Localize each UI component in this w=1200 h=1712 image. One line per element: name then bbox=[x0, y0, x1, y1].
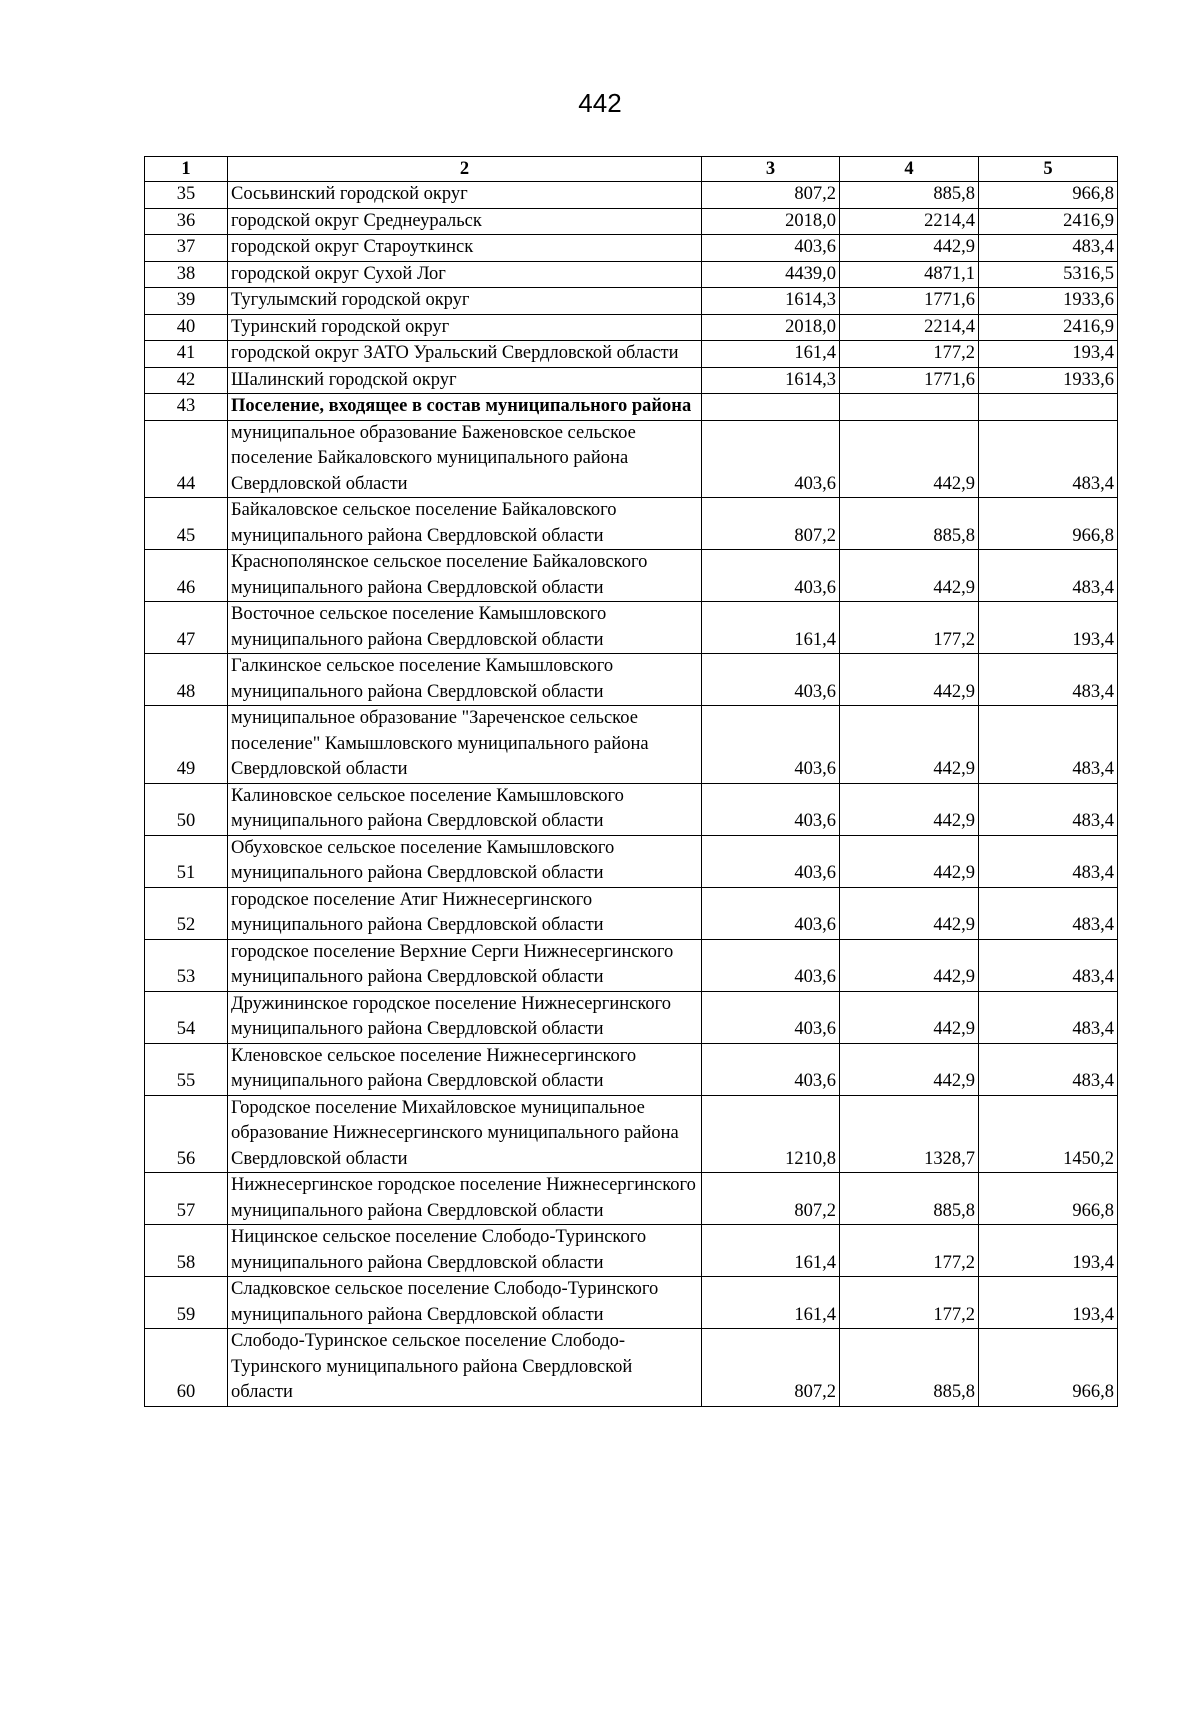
row-value-col5: 483,4 bbox=[979, 654, 1118, 706]
row-value-col5: 966,8 bbox=[979, 1329, 1118, 1407]
header-col-5: 5 bbox=[979, 157, 1118, 182]
row-value-col5: 966,8 bbox=[979, 1173, 1118, 1225]
row-name: Краснополянское сельское поселение Байкаловского муниципального района Свердловской области bbox=[228, 550, 702, 602]
row-number: 41 bbox=[145, 341, 228, 368]
row-name: Сосьвинский городской округ bbox=[228, 182, 702, 209]
table-row bbox=[145, 550, 1118, 602]
row-value-col3: 807,2 bbox=[702, 1173, 840, 1225]
row-name: муниципальное образование Баженовское сельское поселение Байкаловского муниципального района Свердловской области bbox=[228, 420, 702, 498]
row-value-col5: 193,4 bbox=[979, 1225, 1118, 1277]
row-value-col4: 4871,1 bbox=[840, 261, 979, 288]
row-value-col4: 442,9 bbox=[840, 887, 979, 939]
row-value-col3: 161,4 bbox=[702, 1225, 840, 1277]
row-value-col4: 442,9 bbox=[840, 420, 979, 498]
row-value-col4: 442,9 bbox=[840, 706, 979, 784]
row-value-col4: 442,9 bbox=[840, 654, 979, 706]
row-value-col3: 807,2 bbox=[702, 498, 840, 550]
row-name: Калиновское сельское поселение Камышловского муниципального района Свердловской области bbox=[228, 783, 702, 835]
table-row bbox=[145, 887, 1118, 939]
row-value-col5: 966,8 bbox=[979, 182, 1118, 209]
row-name: Галкинское сельское поселение Камышловского муниципального района Свердловской области bbox=[228, 654, 702, 706]
row-value-col3: 403,6 bbox=[702, 550, 840, 602]
table-row bbox=[145, 235, 1118, 262]
row-name: Туринский городской округ bbox=[228, 314, 702, 341]
row-number: 46 bbox=[145, 550, 228, 602]
table-row bbox=[145, 1277, 1118, 1329]
row-value-col4: 885,8 bbox=[840, 1329, 979, 1407]
row-number: 42 bbox=[145, 367, 228, 394]
row-value-col5: 1450,2 bbox=[979, 1095, 1118, 1173]
row-name: городской округ Среднеуральск bbox=[228, 208, 702, 235]
row-value-col5: 483,4 bbox=[979, 783, 1118, 835]
row-value-col3: 403,6 bbox=[702, 887, 840, 939]
row-number: 37 bbox=[145, 235, 228, 262]
table-row bbox=[145, 654, 1118, 706]
table-row bbox=[145, 288, 1118, 315]
row-value-col3: 403,6 bbox=[702, 991, 840, 1043]
row-value-col5: 483,4 bbox=[979, 991, 1118, 1043]
row-name: Поселение, входящее в состав муниципального района bbox=[228, 394, 702, 421]
row-value-col3: 161,4 bbox=[702, 602, 840, 654]
table-row bbox=[145, 314, 1118, 341]
row-value-col3: 1614,3 bbox=[702, 367, 840, 394]
row-number: 44 bbox=[145, 420, 228, 498]
row-value-col4: 442,9 bbox=[840, 991, 979, 1043]
table-row bbox=[145, 835, 1118, 887]
table-row bbox=[145, 498, 1118, 550]
row-value-col5: 1933,6 bbox=[979, 367, 1118, 394]
row-number: 51 bbox=[145, 835, 228, 887]
row-value-col5: 1933,6 bbox=[979, 288, 1118, 315]
row-number: 57 bbox=[145, 1173, 228, 1225]
table-row bbox=[145, 783, 1118, 835]
row-number: 52 bbox=[145, 887, 228, 939]
row-number: 60 bbox=[145, 1329, 228, 1407]
row-name: Дружининское городское поселение Нижнесергинского муниципального района Свердловской области bbox=[228, 991, 702, 1043]
row-name: Слободо-Туринское сельское поселение Слободо-Туринского муниципального района Свердловской области bbox=[228, 1329, 702, 1407]
table-row bbox=[145, 939, 1118, 991]
row-value-col5: 193,4 bbox=[979, 341, 1118, 368]
table-row bbox=[145, 1225, 1118, 1277]
row-number: 43 bbox=[145, 394, 228, 421]
row-value-col3: 2018,0 bbox=[702, 314, 840, 341]
header-col-3: 3 bbox=[702, 157, 840, 182]
row-value-col4: 177,2 bbox=[840, 602, 979, 654]
row-name: городское поселение Верхние Серги Нижнесергинского муниципального района Свердловской области bbox=[228, 939, 702, 991]
row-name: Нижнесергинское городское поселение Нижнесергинского муниципального района Свердловской области bbox=[228, 1173, 702, 1225]
row-value-col3: 161,4 bbox=[702, 1277, 840, 1329]
row-value-col5: 193,4 bbox=[979, 602, 1118, 654]
row-value-col3: 403,6 bbox=[702, 1043, 840, 1095]
table-row bbox=[145, 706, 1118, 784]
table-row bbox=[145, 1329, 1118, 1407]
row-number: 36 bbox=[145, 208, 228, 235]
row-value-col5: 483,4 bbox=[979, 550, 1118, 602]
row-name: Кленовское сельское поселение Нижнесергинского муниципального района Свердловской области bbox=[228, 1043, 702, 1095]
row-name: Шалинский городской округ bbox=[228, 367, 702, 394]
row-number: 55 bbox=[145, 1043, 228, 1095]
row-number: 56 bbox=[145, 1095, 228, 1173]
row-number: 47 bbox=[145, 602, 228, 654]
row-value-col3: 403,6 bbox=[702, 235, 840, 262]
row-value-col3: 807,2 bbox=[702, 1329, 840, 1407]
row-value-col4: 442,9 bbox=[840, 550, 979, 602]
row-number: 59 bbox=[145, 1277, 228, 1329]
row-number: 39 bbox=[145, 288, 228, 315]
table-header-row bbox=[145, 157, 1118, 182]
row-name: Байкаловское сельское поселение Байкаловского муниципального района Свердловской области bbox=[228, 498, 702, 550]
row-value-col4: 177,2 bbox=[840, 341, 979, 368]
row-value-col3: 807,2 bbox=[702, 182, 840, 209]
row-name: Тугулымский городской округ bbox=[228, 288, 702, 315]
row-number: 49 bbox=[145, 706, 228, 784]
row-number: 54 bbox=[145, 991, 228, 1043]
row-value-col3: 403,6 bbox=[702, 939, 840, 991]
row-value-col5: 2416,9 bbox=[979, 314, 1118, 341]
row-value-col4: 177,2 bbox=[840, 1225, 979, 1277]
row-value-col3: 403,6 bbox=[702, 706, 840, 784]
row-value-col5: 483,4 bbox=[979, 887, 1118, 939]
row-value-col4: 885,8 bbox=[840, 498, 979, 550]
row-value-col4: 885,8 bbox=[840, 182, 979, 209]
row-value-col5: 483,4 bbox=[979, 420, 1118, 498]
table-row bbox=[145, 991, 1118, 1043]
row-value-col3: 403,6 bbox=[702, 783, 840, 835]
data-table bbox=[144, 156, 1118, 1407]
row-value-col3: 4439,0 bbox=[702, 261, 840, 288]
row-value-col5: 2416,9 bbox=[979, 208, 1118, 235]
table-row bbox=[145, 208, 1118, 235]
row-value-col4: 442,9 bbox=[840, 835, 979, 887]
row-value-col5: 483,4 bbox=[979, 235, 1118, 262]
row-name: муниципальное образование "Зареченское сельское поселение" Камышловского муниципального района Свердловской области bbox=[228, 706, 702, 784]
row-value-col5: 193,4 bbox=[979, 1277, 1118, 1329]
row-number: 48 bbox=[145, 654, 228, 706]
row-value-col4 bbox=[840, 394, 979, 421]
row-number: 50 bbox=[145, 783, 228, 835]
table-row bbox=[145, 602, 1118, 654]
row-value-col4: 1328,7 bbox=[840, 1095, 979, 1173]
table-row bbox=[145, 367, 1118, 394]
row-name: Ницинское сельское поселение Слободо-Туринского муниципального района Свердловской области bbox=[228, 1225, 702, 1277]
row-value-col4: 442,9 bbox=[840, 939, 979, 991]
row-value-col5: 5316,5 bbox=[979, 261, 1118, 288]
table-row bbox=[145, 1173, 1118, 1225]
row-value-col3: 161,4 bbox=[702, 341, 840, 368]
row-value-col3: 403,6 bbox=[702, 654, 840, 706]
table-row bbox=[145, 420, 1118, 498]
row-value-col5: 483,4 bbox=[979, 706, 1118, 784]
row-number: 53 bbox=[145, 939, 228, 991]
table-row bbox=[145, 394, 1118, 421]
row-number: 38 bbox=[145, 261, 228, 288]
row-name: городское поселение Атиг Нижнесергинского муниципального района Свердловской области bbox=[228, 887, 702, 939]
row-value-col4: 1771,6 bbox=[840, 288, 979, 315]
header-col-4: 4 bbox=[840, 157, 979, 182]
row-value-col4: 2214,4 bbox=[840, 314, 979, 341]
row-value-col4: 442,9 bbox=[840, 783, 979, 835]
row-name: городской округ Сухой Лог bbox=[228, 261, 702, 288]
row-value-col5: 483,4 bbox=[979, 939, 1118, 991]
row-name: Городское поселение Михайловское муниципальное образование Нижнесергинского муниципального района Свердловской области bbox=[228, 1095, 702, 1173]
row-value-col4: 1771,6 bbox=[840, 367, 979, 394]
row-number: 40 bbox=[145, 314, 228, 341]
row-value-col4: 177,2 bbox=[840, 1277, 979, 1329]
row-value-col3: 403,6 bbox=[702, 835, 840, 887]
row-number: 35 bbox=[145, 182, 228, 209]
row-name: городской округ ЗАТО Уральский Свердловской области bbox=[228, 341, 702, 368]
row-name: городской округ Староуткинск bbox=[228, 235, 702, 262]
row-value-col5: 483,4 bbox=[979, 1043, 1118, 1095]
row-name: Сладковское сельское поселение Слободо-Туринского муниципального района Свердловской области bbox=[228, 1277, 702, 1329]
row-value-col3 bbox=[702, 394, 840, 421]
row-value-col4: 885,8 bbox=[840, 1173, 979, 1225]
row-value-col5: 966,8 bbox=[979, 498, 1118, 550]
page-number: 442 bbox=[578, 88, 622, 118]
row-value-col4: 442,9 bbox=[840, 1043, 979, 1095]
row-number: 58 bbox=[145, 1225, 228, 1277]
row-number: 45 bbox=[145, 498, 228, 550]
header-col-1: 1 bbox=[145, 157, 228, 182]
table-row bbox=[145, 1043, 1118, 1095]
table-row bbox=[145, 341, 1118, 368]
row-value-col5 bbox=[979, 394, 1118, 421]
table-body bbox=[145, 182, 1118, 1407]
row-value-col4: 2214,4 bbox=[840, 208, 979, 235]
row-value-col4: 442,9 bbox=[840, 235, 979, 262]
row-value-col3: 1210,8 bbox=[702, 1095, 840, 1173]
header-col-2: 2 bbox=[228, 157, 702, 182]
table-row bbox=[145, 1095, 1118, 1173]
table-row bbox=[145, 182, 1118, 209]
row-name: Восточное сельское поселение Камышловского муниципального района Свердловской области bbox=[228, 602, 702, 654]
row-name: Обуховское сельское поселение Камышловского муниципального района Свердловской области bbox=[228, 835, 702, 887]
table-row bbox=[145, 261, 1118, 288]
row-value-col3: 2018,0 bbox=[702, 208, 840, 235]
row-value-col3: 403,6 bbox=[702, 420, 840, 498]
row-value-col3: 1614,3 bbox=[702, 288, 840, 315]
row-value-col5: 483,4 bbox=[979, 835, 1118, 887]
